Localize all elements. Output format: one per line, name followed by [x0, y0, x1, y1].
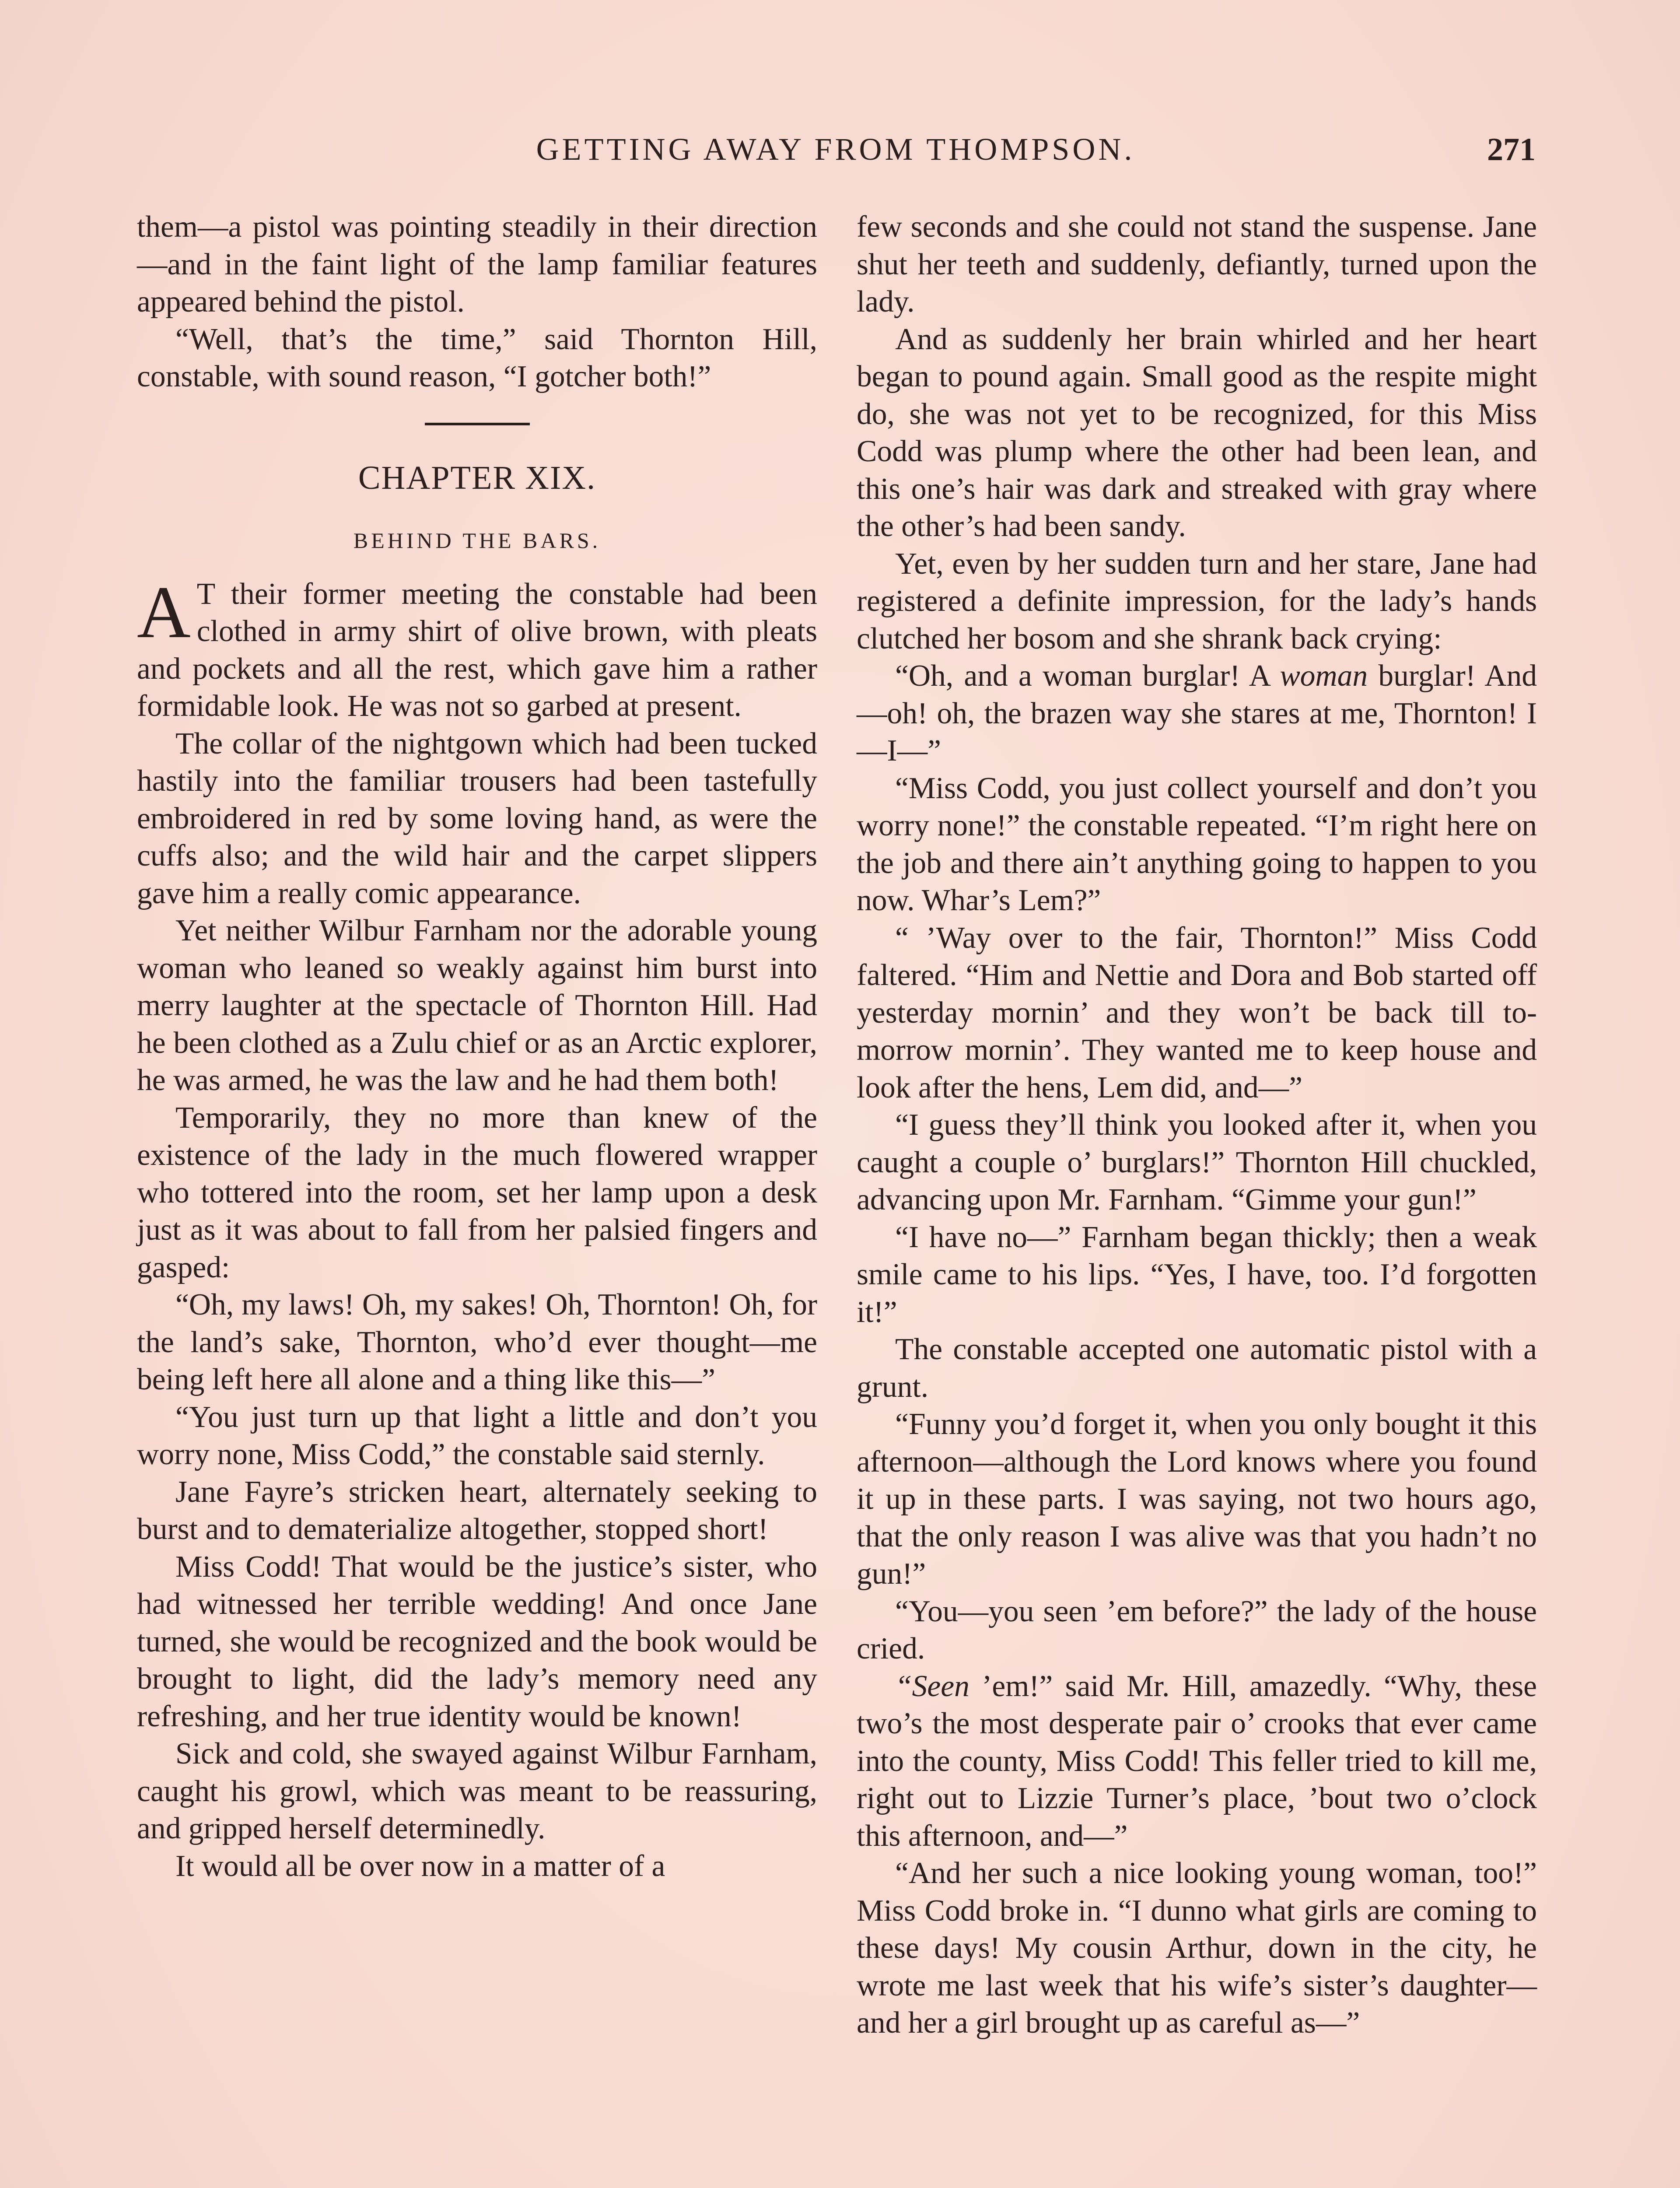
chapter-heading: CHAPTER XIX.: [358, 459, 596, 496]
paragraph: “I have no—” Farnham began thickly; then a weak smile came to his lips. “Yes, I have, too. I’d forgotten it!”: [857, 1220, 1537, 1329]
running-title: GETTING AWAY FROM THOMPSON.: [536, 132, 1135, 167]
paragraph-text: burglar! And—oh! oh, the brazen way she stares at me, Thornton! I—I—”: [857, 659, 1537, 768]
paragraph: “Oh, my laws! Oh, my sakes! Oh, Thornton! Oh, for the land’s sake, Thornton, who’d ever thought—me being left here all alone and a thing like this—”: [137, 1288, 817, 1396]
paragraph: “You just turn up that light a little and don’t you worry none, Miss Codd,” the constable said sternly.: [137, 1400, 817, 1471]
paragraph: “Miss Codd, you just collect yourself and don’t you worry none!” the constable repeated. “I’m right here on the job and there ain’t anything going to happen to you now. Whar’s Lem?”: [857, 771, 1537, 917]
paragraph: “And her such a nice looking young woman, too!” Miss Codd broke in. “I dunno what girls are coming to these days! My cousin Arthur, down in the city, he wrote me last week that his wife’s sister’s daughter—and her a girl brought up as careful as—”: [857, 1856, 1537, 2040]
paragraph: “You—you seen ’em before?” the lady of the house cried.: [857, 1594, 1537, 1666]
paragraph: them—a pistol was pointing steadily in their direction—and in the faint light of the lamp familiar features appeared behind the pistol.: [137, 210, 817, 319]
left-column: [137, 208, 817, 1885]
right-column: [857, 208, 1537, 2042]
paragraph: Sick and cold, she swayed against Wilbur Farnham, caught his growl, which was meant to be reassuring, and gripped herself determinedly.: [137, 1737, 817, 1845]
paragraph: few seconds and she could not stand the suspense. Jane shut her teeth and suddenly, defiantly, turned upon the lady.: [857, 210, 1537, 319]
paragraph-text: T their former meeting the constable had been clothed in army shirt of olive brown, with pleats and pockets and all the rest, which gave him a rather formidable look. He was not so garbed at present.: [137, 577, 817, 723]
paragraph: Yet neither Wilbur Farnham nor the adorable young woman who leaned so weakly against him burst into merry laughter at the spectacle of Thornton Hill. Had he been clothed as a Zulu chief or as an Arctic explorer, he was armed, he was the law and he had them both!: [137, 914, 817, 1097]
emphasis-text: woman: [1280, 659, 1368, 693]
chapter-subtitle: BEHIND THE BARS.: [353, 528, 601, 553]
paragraph: “Well, that’s the time,” said Thornton Hill, constable, with sound reason, “I gotcher both!”: [137, 322, 817, 393]
page-number: 271: [1487, 132, 1536, 168]
section-divider: [425, 423, 530, 425]
paragraph: And as suddenly her brain whirled and her heart began to pound again. Small good as the respite might do, she was not yet to be recognized, for this Miss Codd was plump where the other had been lean, and this one’s hair was dark and streaked with gray where the other’s had been sandy.: [857, 322, 1537, 543]
paragraph: The collar of the nightgown which had been tucked hastily into the familiar trousers had been tastefully embroidered in red by some loving hand, as were the cuffs also; and the wild hair and the carpet slippers gave him a really comic appearance.: [137, 726, 817, 910]
paragraph: “I guess they’ll think you looked after it, when you caught a couple o’ burglars!” Thornton Hill chuckled, advancing upon Mr. Farnham. “Gimme your gun!”: [857, 1108, 1537, 1217]
paragraph: “Funny you’d forget it, when you only bought it this afternoon—although the Lord knows where you found it up in these parts. I was saying, not two hours ago, that the only reason I was alive was that you hadn’t no gun!”: [857, 1407, 1537, 1591]
paragraph: Temporarily, they no more than knew of the existence of the lady in the much flowered wrapper who tottered into the room, set her lamp upon a desk just as it was about to fall from her palsied fingers and gasped:: [137, 1101, 817, 1284]
paragraph-text: “Oh, and a woman burglar! A: [895, 659, 1280, 693]
paragraph-text: ’em!” said Mr. Hill, amazedly. “Why, these two’s the most desperate pair o’ crooks that ever came into the county, Miss Codd! This feller tried to kill me, right out to Lizzie Turner’s place, ’bout two o’clock this afternoon, and—”: [857, 1669, 1537, 1853]
paragraph: Yet, even by her sudden turn and her stare, Jane had registered a definite impression, for the lady’s hands clutched her bosom and she shrank back crying:: [857, 547, 1537, 656]
paragraph: It would all be over now in a matter of a: [175, 1849, 665, 1883]
paragraph: Miss Codd! That would be the justice’s sister, who had witnessed her terrible wedding! And once Jane turned, she would be recognized and the book would be brought to light, did the lady’s memory need any refreshing, and her true identity would be known!: [137, 1550, 817, 1733]
running-head: [136, 131, 1536, 175]
paragraph: “ ’Way over to the fair, Thornton!” Miss Codd faltered. “Him and Nettie and Dora and Bob started off yesterday mornin’ and they won’t be back till to-morrow mornin’. They wanted me to keep house and look after the hens, Lem did, and—”: [857, 921, 1537, 1105]
paragraph: [857, 1668, 1537, 1855]
emphasis-text: “Seen: [895, 1669, 970, 1703]
paragraph: [137, 571, 817, 725]
paragraph: The constable accepted one automatic pistol with a grunt.: [857, 1332, 1537, 1404]
paragraph: Jane Fayre’s stricken heart, alternately seeking to burst and to dematerialize altogether, stopped short!: [137, 1475, 817, 1546]
paragraph: [857, 657, 1537, 770]
drop-cap: A: [137, 571, 191, 653]
